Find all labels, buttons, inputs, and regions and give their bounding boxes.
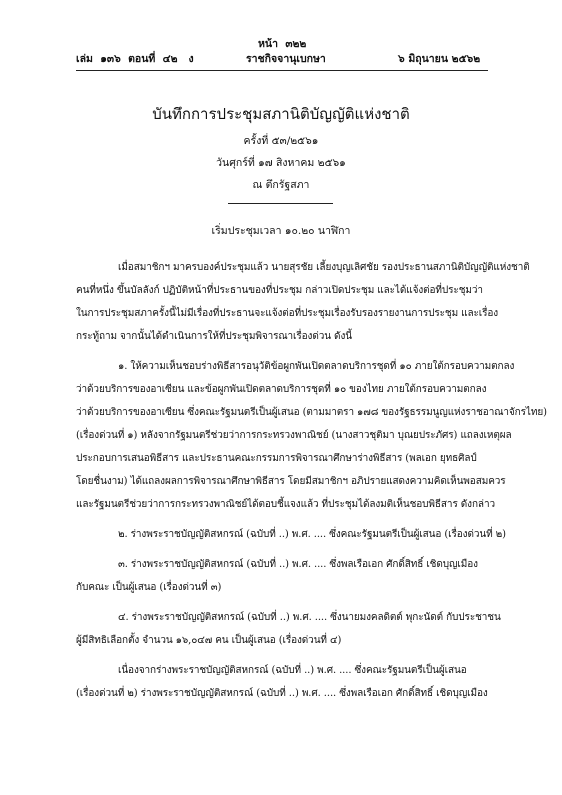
meeting-date: วันศุกร์ที่ ๑๗ สิงหาคม ๒๕๖๑ <box>216 157 346 169</box>
body-line: ๓. ร่างพระราชบัญญัติสหกรณ์ (ฉบับที่ ..) พ.ศ. .... ซึ่งพลเรือเอก ศักดิ์สิทธิ์ เชิดบุญเมือง <box>118 559 478 570</box>
body-line: ในการประชุมสภาครั้งนี้ไม่มีเรื่องที่ประธานจะแจ้งต่อที่ประชุมเรื่องรับรองรายงานการประชุม และเรื่อง <box>76 308 499 319</box>
body-line: ๑. ให้ความเห็นชอบร่างพิธีสารอนุวัติข้อผูกพันเปิดตลาดบริการชุดที่ ๑๐ ภายใต้กรอบความตกลง <box>118 361 515 372</box>
body-line: กระทู้ถาม จากนั้นได้ดำเนินการให้ที่ประชุมพิจารณาเรื่องด่วน ดังนี้ <box>76 331 352 342</box>
body-line: เนื่องจากร่างพระราชบัญญัติสหกรณ์ (ฉบับที่ ..) พ.ศ. .... ซึ่งคณะรัฐมนตรีเป็นผู้เสนอ <box>118 665 467 676</box>
volume-number: ๑๓๖ <box>100 53 121 65</box>
volume-label: เล่ม <box>76 53 93 65</box>
title-divider <box>228 203 333 204</box>
volume-info <box>76 50 194 67</box>
session-number: ครั้งที่ ๕๓/๒๕๖๑ <box>243 135 319 147</box>
page-number: ๓๒๒ <box>285 38 307 50</box>
body-line: ประกอบการเสนอพิธีสาร และประธานคณะกรรมการพิจารณาศึกษาร่างพิธีสาร (พลเอก ยุทธศิลป์ <box>76 453 477 464</box>
body-line: กับคณะ เป็นผู้เสนอ (เรื่องด่วนที่ ๓) <box>76 582 222 593</box>
body-line: โดยชื่นงาม) ได้แถลงผลการพิจารณาศึกษาพิธีสาร โดยมีสมาชิกฯ อภิปรายแสดงความคิดเห็นพอสมควร <box>76 476 506 487</box>
start-time: เริ่มประชุมเวลา ๑๐.๒๐ นาฬิกา <box>211 225 351 237</box>
body-line: เมื่อสมาชิกฯ มาครบองค์ประชุมแล้ว นายสุรชัย เลี้ยงบุญเลิศชัย รองประธานสภานิติบัญญัติแห่งชาติ <box>118 262 530 273</box>
body-line: ว่าด้วยบริการของอาเซียน ซึ่งคณะรัฐมนตรีเป็นผู้เสนอ (ตามมาตรา ๑๗๘ ของรัฐธรรมนูญแห่งราชอาณาจักรไทย) <box>76 407 547 418</box>
body-line: คนที่หนึ่ง ขึ้นบัลลังก์ ปฏิบัติหน้าที่ประธานของที่ประชุม กล่าวเปิดประชุม และได้แจ้งต่อที่ประชุมว่า <box>76 285 483 296</box>
section-letter: ง <box>188 53 194 65</box>
body-line: (เรื่องด่วนที่ ๒) ร่างพระราชบัญญัติสหกรณ์ (ฉบับที่ ..) พ.ศ. .... ซึ่งพลเรือเอก ศักดิ์สิทธิ์ เชิดบุญเมือง <box>76 688 488 699</box>
page-label: หน้า <box>258 38 278 50</box>
gazette-name: ราชกิจจานุเบกษา <box>246 53 326 65</box>
meeting-venue: ณ ตึกรัฐสภา <box>252 179 310 191</box>
body-line: (เรื่องด่วนที่ ๑) หลังจากรัฐมนตรีช่วยว่าการกระทรวงพาณิชย์ (นางสาวชุติมา บุณยประภัศร) แถลงเหตุผล <box>76 430 512 441</box>
body-line: ๔. ร่างพระราชบัญญัติสหกรณ์ (ฉบับที่ ..) พ.ศ. .... ซึ่งนายมงคลดิตต์ พุกะนัดต์ กับประชาชน <box>118 612 501 623</box>
header-rule <box>76 70 488 71</box>
gazette-date: ๖ มิถุนายน ๒๕๖๒ <box>398 53 481 65</box>
body-line: และรัฐมนตรีช่วยว่าการกระทรวงพาณิชย์ได้ตอบชี้แจงแล้ว ที่ประชุมได้ลงมติเห็นชอบพิธีสาร ดังกล่าว <box>76 499 495 510</box>
document-title: บันทึกการประชุมสภานิติบัญญัติแห่งชาติ <box>152 105 410 123</box>
body-line: ว่าด้วยบริการของอาเซียน และข้อผูกพันเปิดตลาดบริการชุดที่ ๑๐ ของไทย ภายใต้กรอบความตกลง <box>76 384 487 395</box>
body-line: ผู้มีสิทธิเลือกตั้ง จำนวน ๑๖,๐๔๗ คน เป็นผู้เสนอ (เรื่องด่วนที่ ๔) <box>76 635 342 646</box>
part-number: ๔๒ <box>162 53 178 65</box>
body-line: ๒. ร่างพระราชบัญญัติสหกรณ์ (ฉบับที่ ..) พ.ศ. .... ซึ่งคณะรัฐมนตรีเป็นผู้เสนอ (เรื่องด่วนที่ ๒) <box>118 529 506 540</box>
part-label: ตอนที่ <box>128 53 156 65</box>
